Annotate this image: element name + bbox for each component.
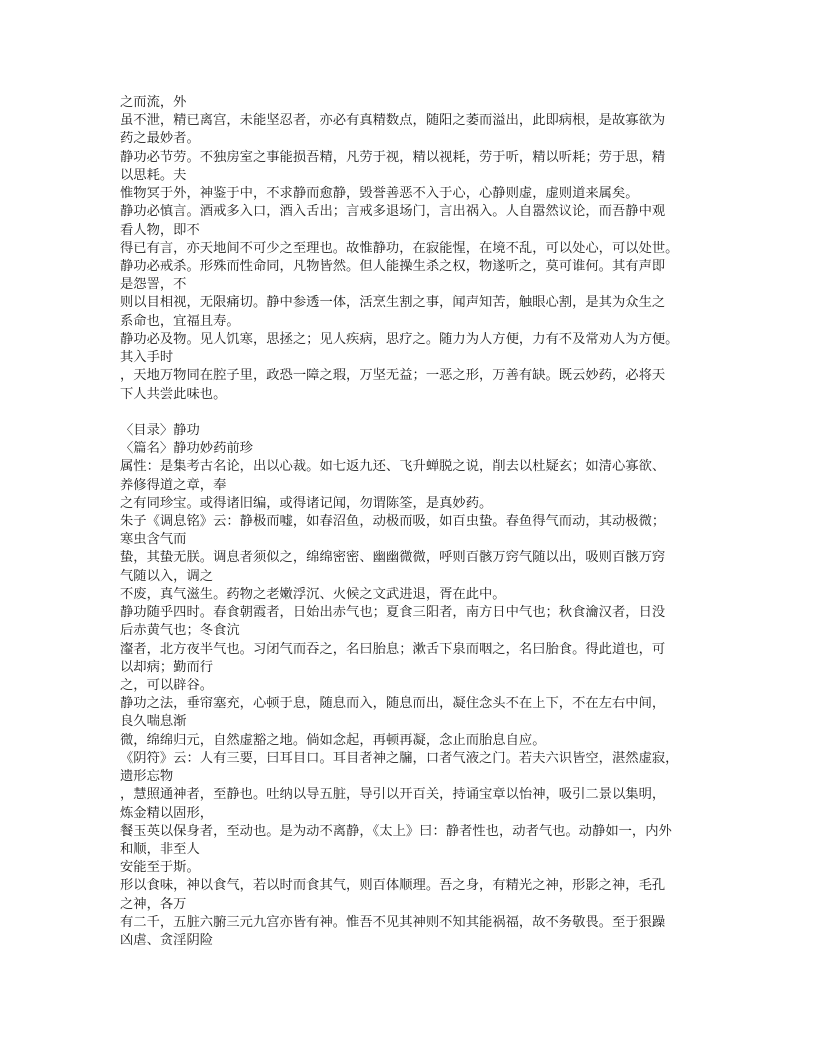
- text-line: 和顺，非至人: [120, 841, 200, 857]
- text-line: 是怨詈，不: [120, 277, 187, 293]
- text-line: 系命也，宜福且寿。: [120, 313, 240, 329]
- text-line: 之神，各万: [120, 896, 187, 912]
- document-page: [120, 94, 700, 950]
- text-line: 之，可以辟谷。: [120, 678, 214, 693]
- text-line: 〈目录〉静功: [120, 422, 200, 438]
- text-line: 则以目相视，无限痛切。静中参透一体，活烹生割之事，闻声知苦，触眼心割，是其为众生之: [120, 295, 666, 311]
- text-line: 惟物冥于外，神鉴于中，不求静而愈静，毁誉善恶不入于心，心静则虚，虚则道来属矣。: [120, 186, 639, 202]
- text-line: 寒虫含气而: [120, 532, 187, 548]
- text-line: 餐玉英以保身者，至动也。是为动不离静，《太上》曰：静者性也，动者气也。动静如一，内外: [120, 823, 672, 839]
- text-line: 后赤黄气也；冬食沆: [120, 623, 240, 639]
- text-line: 静功之法，垂帘塞充，心顿于息，随息而入，随息而出，凝住念头不在上下，不在左右中间，: [120, 696, 666, 712]
- text-line: 遗形忘物: [120, 769, 174, 785]
- text-line: 《阴符》云：人有三要，曰耳目口。耳目者神之牖，口者气液之门。若夫六识皆空，湛然虚寂，: [120, 750, 679, 766]
- text-line: 之而流，外: [120, 95, 187, 110]
- text-line: 良久喘息渐: [120, 714, 187, 730]
- text-line: 药之最妙者。: [120, 131, 200, 147]
- text-line: 下人共尝此味也。: [120, 386, 227, 402]
- text-line: 气随以入，调之: [120, 568, 214, 584]
- text-line: 虽不泄，精已离宫，未能坚忍者，亦必有真精数点，随阳之萎而溢出，此即病根，是故寡欲为: [120, 113, 666, 129]
- text-line: 〈篇名〉静功妙药前珍: [120, 441, 253, 457]
- text-line: 有二千，五脏六腑三元九宫亦皆有神。惟吾不见其神则不知其能祸福，故不务敬畏。至于狠躁: [120, 914, 666, 930]
- text-line: ，天地万物同在腔子里，政恐一障之瑕，万坚无益；一恶之形，万善有缺。既云妙药，必将天: [120, 368, 666, 384]
- text-line: 属性：是集考古名论，出以心裁。如七返九还、飞升蝉脱之说，削去以杜疑玄；如清心寡欲、: [120, 459, 666, 475]
- text-line: 不废，真气滋生。药物之老嫩浮沉、火候之文武进退，胥在此中。: [120, 586, 506, 602]
- text-line: 以思耗。夫: [120, 167, 187, 183]
- text-line: 之有同珍宝。或得诸旧编，或得诸记闻，勿谓陈筌，是真妙药。: [120, 495, 493, 511]
- blank-line: [120, 404, 700, 422]
- text-line: 得已有言，亦天地间不可少之至理也。故惟静功，在寂能惺，在境不乱，可以处心，可以处世。: [120, 240, 679, 256]
- text-line: 炼金精以固形，: [120, 805, 214, 821]
- text-line: 静功必节劳。不独房室之事能损吾精，凡劳于视，精以视耗，劳于听，精以听耗；劳于思，精: [120, 149, 666, 165]
- text-line: ，慧照通神者，至静也。吐纳以导五脏，导引以开百关，持诵宝章以怡神，吸引二景以集明，: [120, 787, 666, 803]
- text-line: 以却病；勤而行: [120, 659, 214, 675]
- text-line: 蛰，其蛰无朕。调息者须似之，绵绵密密、幽幽微微，呼则百骸万窍气随以出，吸则百骸万窍: [120, 550, 666, 566]
- text-line: 瀣者，北方夜半气也。习闭气而吞之，名曰胎息；漱舌下泉而咽之，名曰胎食。得此道也，可: [120, 641, 666, 657]
- text-line: 凶虐、贪淫阴险: [120, 933, 214, 949]
- text-line: 静功必及物。见人饥寒，思拯之；见人疾病，思疗之。随力为人方便，力有不及常劝人为方便。: [120, 331, 679, 347]
- text-line: 看人物，即不: [120, 222, 200, 238]
- text-line: 形以食味，神以食气，若以时而食其气，则百体顺理。吾之身，有精光之神，形影之神，毛孔: [120, 878, 666, 894]
- text-line: 养修得道之章，奉: [120, 477, 227, 493]
- text-line: 其入手时: [120, 350, 174, 366]
- text-line: 朱子《调息铭》云：静极而嘘，如春沼鱼，动极而吸，如百虫蛰。春鱼得气而动，其动极微；: [120, 514, 666, 530]
- text-line: 静功随乎四时。春食朝霞者，日始出赤气也；夏食三阳者，南方日中气也；秋食瀹汉者，日没: [120, 605, 666, 621]
- text-line: 安能至于斯。: [120, 860, 200, 876]
- text-line: 微，绵绵归元，自然虚豁之地。倘如念起，再顿再凝，念止而胎息自应。: [120, 732, 546, 748]
- text-line: 静功必慎言。酒戒多入口，酒入舌出；言戒多退场门，言出祸入。人自嚣然议论，而吾静中观: [120, 204, 666, 220]
- text-line: 静功必戒杀。形殊而性命同，凡物皆然。但人能操生杀之权，物遂听之，莫可谁何。其有声即: [120, 258, 666, 274]
